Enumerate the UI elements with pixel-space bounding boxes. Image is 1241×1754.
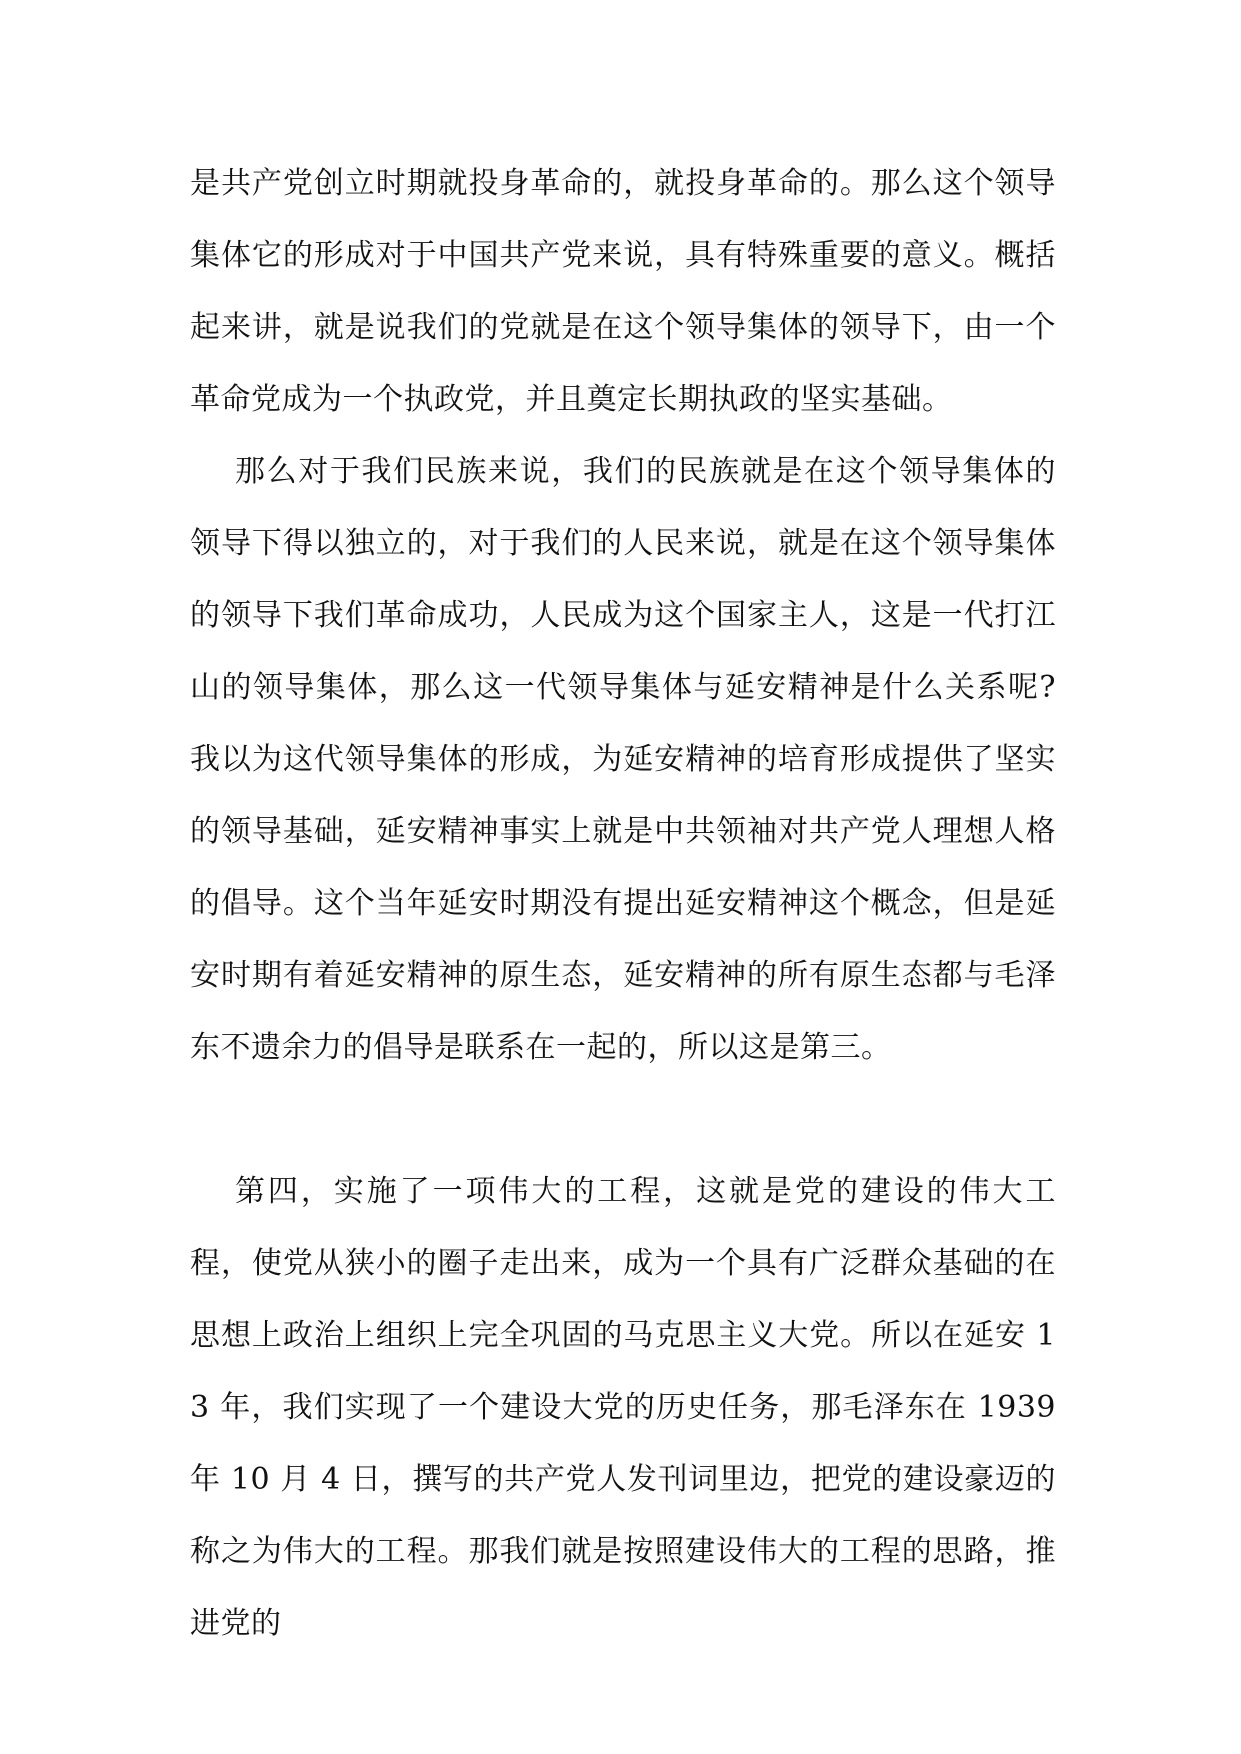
document-body [190,148,1056,1660]
paragraph-continuation: 是共产党创立时期就投身革命的，就投身革命的。那么这个领导集体它的形成对于中国共产党来说，具有特殊重要的意义。概括起来讲，就是说我们的党就是在这个领导集体的领导下，由一个革命党成为一个执政党，并且奠定长期执政的坚实基础。 [190,166,1056,417]
paragraph-spacer [190,1084,1056,1156]
paragraph-leadership-relation: 那么对于我们民族来说，我们的民族就是在这个领导集体的领导下得以独立的，对于我们的人民来说，就是在这个领导集体的领导下我们革命成功，人民成为这个国家主人，这是一代打江山的领导集体，那么这一代领导集体与延安精神是什么关系呢?我以为这代领导集体的形成，为延安精神的培育形成提供了坚实的领导基础，延安精神事实上就是中共领袖对共产党人理想人格的倡导。这个当年延安时期没有提出延安精神这个概念，但是延安时期有着延安精神的原生态，延安精神的所有原生态都与毛泽东不遗余力的倡导是联系在一起的，所以这是第三。 [190,454,1056,1065]
paragraph-party-building: 第四，实施了一项伟大的工程，这就是党的建设的伟大工程，使党从狭小的圈子走出来，成为一个具有广泛群众基础的在思想上政治上组织上完全巩固的马克思主义大党。所以在延安 13 年，我们实现了一个建设大党的历史任务，那毛泽东在 1939 年 10 月 4 日，撰写的共产党人发刊词里边，把党的建设豪迈的称之为伟大的工程。那我们就是按照建设伟大的工程的思路，推进党的 [190,1174,1056,1641]
